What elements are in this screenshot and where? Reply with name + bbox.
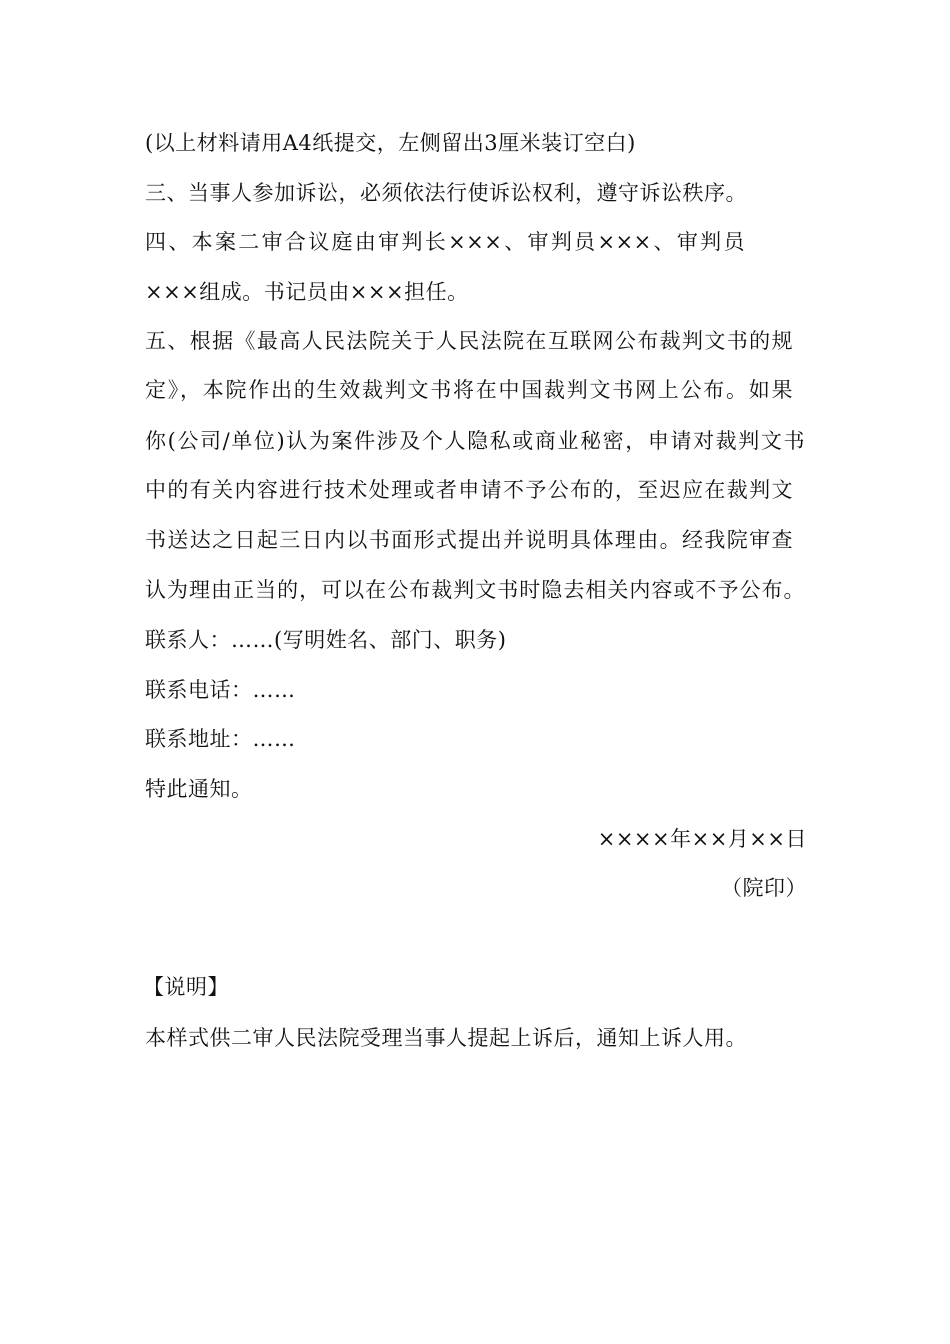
item-5-line-4: 中的有关内容进行技术处理或者申请不予公布的，至迟应在裁判文: [145, 478, 793, 502]
contact-person: 联系人：……(写明姓名、部门、职务): [145, 628, 507, 652]
materials-note: (以上材料请用A4纸提交，左侧留出3厘米装订空白): [145, 131, 636, 155]
court-seal-label: （院印）: [721, 876, 807, 900]
explanation-text: 本样式供二审人民法院受理当事人提起上诉后，通知上诉人用。: [145, 1026, 747, 1050]
contact-address: 联系地址：……: [145, 727, 296, 751]
explanation-heading: 【说明】: [143, 975, 229, 999]
item-5-line-3: 你(公司/单位)认为案件涉及个人隐私或商业秘密，申请对裁判文书: [145, 429, 805, 453]
contact-phone: 联系电话：……: [145, 678, 296, 702]
item-4-line-2: ×××组成。书记员由×××担任。: [145, 280, 469, 304]
item-5-line-1: 五、根据《最高人民法院关于人民法院在互联网公布裁判文书的规: [145, 329, 793, 353]
closing-text: 特此通知。: [145, 777, 253, 801]
item-3: 三、当事人参加诉讼，必须依法行使诉讼权利，遵守诉讼秩序。: [145, 181, 747, 205]
notice-date: ××××年××月××日: [597, 827, 807, 851]
item-5-line-6: 认为理由正当的，可以在公布裁判文书时隐去相关内容或不予公布。: [145, 578, 805, 602]
item-5-line-5: 书送达之日起三日内以书面形式提出并说明具体理由。经我院审查: [145, 528, 793, 552]
item-5-line-2: 定》，本院作出的生效裁判文书将在中国裁判文书网上公布。如果: [145, 378, 793, 402]
item-4-line-1: 四、本案二审合议庭由审判长×××、审判员×××、审判员: [145, 230, 745, 254]
